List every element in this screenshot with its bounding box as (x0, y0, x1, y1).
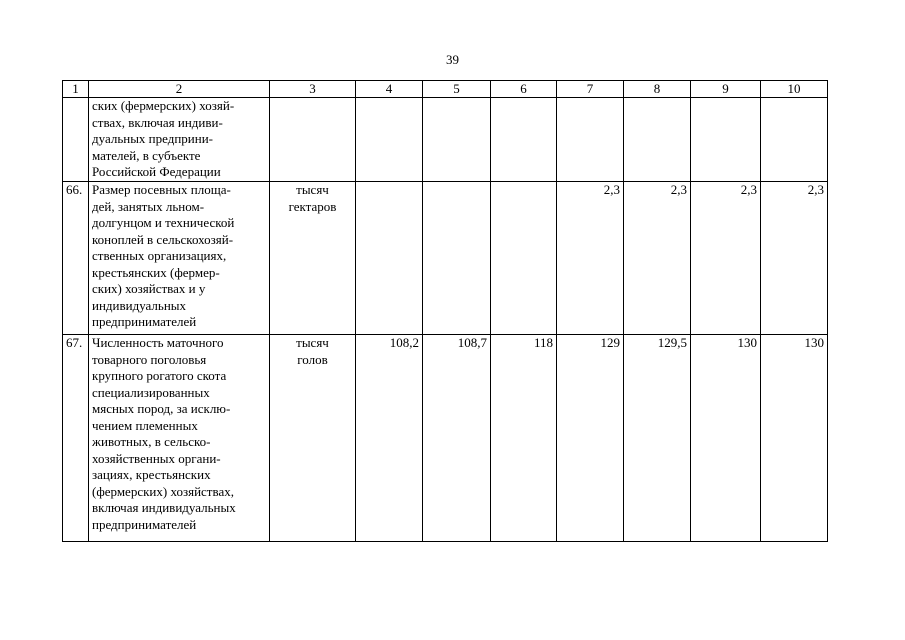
indicator-name-line: мателей, в субъекте (92, 147, 201, 163)
row-number: 67. (63, 335, 89, 542)
unit-line: тысяч (296, 182, 329, 197)
unit-line: гектаров (288, 198, 337, 214)
value-cell (491, 182, 557, 335)
row-number (63, 98, 89, 182)
indicator-name-line: ских) хозяйствах и у (92, 281, 206, 296)
indicator-name-line: чением племенных (92, 417, 198, 433)
indicator-name-line: предпринимателей (92, 516, 197, 532)
indicator-name-line: долгунцом и технической (92, 215, 235, 230)
indicator-name-line: Размер посевных площа- (92, 182, 231, 197)
indicator-name-line: крестьянских (фермер- (92, 264, 220, 280)
indicator-name-line: ских (фермерских) хозяй- (92, 98, 235, 113)
table-header-row (63, 81, 828, 98)
indicator-name-line: хозяйственных органи- (92, 450, 221, 466)
value-cell: 129 (557, 335, 624, 542)
unit-cell (270, 98, 356, 182)
unit-cell (270, 335, 356, 542)
column-header: 4 (356, 81, 423, 98)
value-cell (491, 98, 557, 182)
value-cell: 129,5 (624, 335, 691, 542)
page-number: 39 (446, 52, 459, 67)
value-cell: 2,3 (691, 182, 761, 335)
indicator-name (89, 98, 270, 182)
value-cell (624, 98, 691, 182)
value-cell: 2,3 (624, 182, 691, 335)
value-cell: 108,2 (356, 335, 423, 542)
value-cell: 108,7 (423, 335, 491, 542)
column-header: 3 (270, 81, 356, 98)
column-header: 6 (491, 81, 557, 98)
value-cell: 130 (761, 335, 828, 542)
value-cell (356, 98, 423, 182)
table-row (63, 335, 828, 542)
row-number: 66. (63, 182, 89, 335)
indicator-name (89, 182, 270, 335)
indicator-name-line: крупного рогатого скота (92, 368, 227, 383)
indicator-name-line: Российской Федерации (92, 164, 221, 179)
value-cell (423, 182, 491, 335)
indicator-name-line: товарного поголовья (92, 351, 207, 367)
value-cell (761, 98, 828, 182)
unit-line: тысяч (296, 335, 329, 350)
unit-cell (270, 182, 356, 335)
value-cell: 2,3 (761, 182, 828, 335)
column-header: 1 (63, 81, 89, 98)
table-row (63, 98, 828, 182)
column-header: 9 (691, 81, 761, 98)
value-cell (691, 98, 761, 182)
value-cell: 2,3 (557, 182, 624, 335)
indicator-name-line: Численность маточного (92, 335, 224, 350)
value-cell (557, 98, 624, 182)
indicator-name-line: животных, в сельско- (92, 434, 211, 449)
indicator-name-line: предпринимателей (92, 314, 197, 329)
column-header: 2 (89, 81, 270, 98)
column-header: 8 (624, 81, 691, 98)
value-cell (423, 98, 491, 182)
indicator-name-line: зациях, крестьянских (92, 467, 211, 482)
value-cell: 118 (491, 335, 557, 542)
indicator-name-line: мясных пород, за исклю- (92, 401, 231, 416)
indicator-name-line: индивидуальных (92, 297, 187, 313)
indicator-name-line: коноплей в сельскохозяй- (92, 231, 234, 247)
column-header: 7 (557, 81, 624, 98)
value-cell (356, 182, 423, 335)
indicator-name-line: специализированных (92, 384, 210, 400)
column-header: 10 (761, 81, 828, 98)
indicator-name-line: ственных организациях, (92, 248, 227, 263)
column-header: 5 (423, 81, 491, 98)
table-row (63, 182, 828, 335)
indicator-name-line: (фермерских) хозяйствах, (92, 483, 234, 499)
indicator-name-line: ствах, включая индиви- (92, 114, 223, 130)
indicator-name-line: дуальных предприни- (92, 131, 214, 146)
value-cell: 130 (691, 335, 761, 542)
indicator-name (89, 335, 270, 542)
indicator-name-line: включая индивидуальных (92, 500, 236, 515)
data-table (62, 80, 828, 542)
unit-line: голов (297, 351, 328, 367)
indicator-name-line: дей, занятых льном- (92, 198, 205, 214)
